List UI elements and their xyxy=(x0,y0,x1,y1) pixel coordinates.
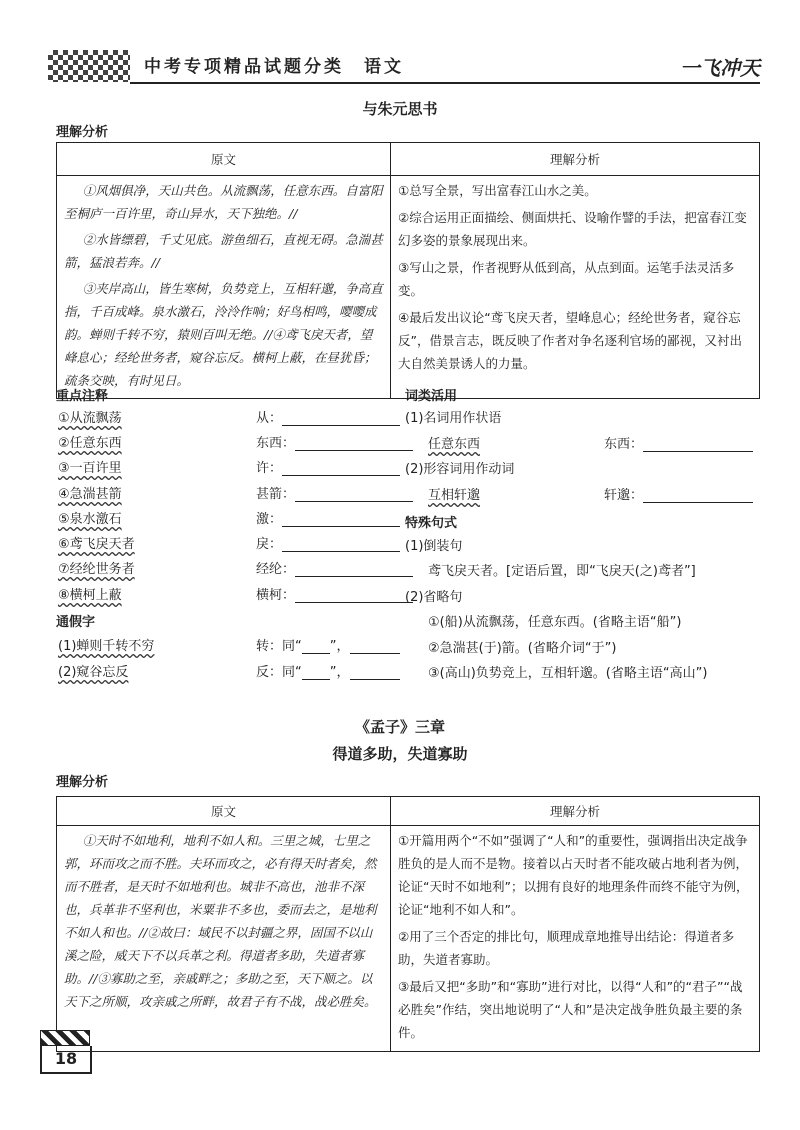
header-brand: 一飞冲天 xyxy=(680,56,760,80)
cilei-answer: 东西： xyxy=(604,434,753,456)
cilei-answer: 轩邈： xyxy=(604,485,753,507)
note-phrase: ③一百许里 xyxy=(58,461,122,476)
analysis-paragraph: ①开篇用两个“不如”强调了“人和”的重要性，强调指出决定战争胜负的是人而不是物。接着以占天时者不能攻破占地利者为例，论证“天时不如地利”；以拥有良好的地理条件而终不能守为例，论证“地利不如人和”。 xyxy=(398,833,749,917)
page-header xyxy=(48,44,760,86)
section1-label: 理解分析 xyxy=(56,125,109,140)
note-answer: 经纶： xyxy=(256,559,413,581)
section1-title: 与朱元思书 xyxy=(362,100,438,118)
page-number: 18 xyxy=(40,1046,92,1074)
answer-blank[interactable] xyxy=(302,665,330,680)
teshu-item: (2)省略句 xyxy=(405,590,463,605)
answer-blank[interactable] xyxy=(643,488,753,503)
col-original-header: 原文 xyxy=(57,143,391,176)
original-paragraph: ③夹岸高山，皆生寒树，负势竞上，互相轩邈，争高直指，千百成峰。泉水激石，泠泠作响；好鸟相鸣，嘤嘤成韵。蝉则千转不穷，猿则百叫无绝。//④鸢飞戾天者，望峰息心；经纶世务者，窥谷忘反。横柯上蔽，在昼犹昏；疏条交映，有时见日。 xyxy=(64,281,383,388)
col-analysis-header: 理解分析 xyxy=(391,143,760,176)
analysis-paragraph: ②用了三个否定的排比句，顺理成章地推导出结论：得道者多助，失道者寡助。 xyxy=(398,929,735,967)
original-paragraph: ②水皆缥碧，千丈见底。游鱼细石，直视无碍。急湍甚箭，猛浪若奔。// xyxy=(64,232,383,270)
tongjia-answer: 转：同“ ”， xyxy=(256,636,400,658)
original-paragraph: ①天时不如地利，地利不如人和。三里之城，七里之郭，环而攻之而不胜。夫环而攻之，必有得天时者矣，然而不胜者，是天时不如地利也。城非不高也，池非不深也，兵革非不坚利也，米粟非不多也，委而去之，是地利不如人和也。//②故曰：域民不以封疆之界，固国不以山溪之险，威天下不以兵革之利。得道者多助，失道者寡助。//③寡助之至，亲戚畔之；多助之至，天下顺之。以天下之所顺，攻亲戚之所畔，故君子有不战，战必胜矣。 xyxy=(64,833,377,1009)
note-phrase: ⑧横柯上蔽 xyxy=(58,588,122,603)
note-phrase: ⑥鸢飞戾天者 xyxy=(58,537,135,552)
cilei-example: 任意东西 xyxy=(428,437,481,452)
note-answer: 横柯： xyxy=(256,585,413,607)
original-paragraph: ①风烟俱净，天山共色。从流飘荡，任意东西。自富阳至桐庐一百许里，奇山异水，天下独绝。// xyxy=(64,183,383,221)
note-answer: 甚箭： xyxy=(256,484,413,506)
teshu-example: 鸢飞戾天者。[定语后置，即“飞戾天(之)鸢者”] xyxy=(428,564,696,579)
col-original-header: 原文 xyxy=(57,797,391,826)
tongjia-phrase: (1)蝉则千转不穷 xyxy=(58,639,155,654)
note-answer: 许： xyxy=(256,458,400,480)
note-phrase: ①从流飘荡 xyxy=(58,411,122,426)
teshu-title: 特殊句式 xyxy=(405,516,458,531)
note-answer: 戾： xyxy=(256,534,400,556)
answer-blank[interactable] xyxy=(282,461,400,476)
answer-blank[interactable] xyxy=(295,588,413,603)
note-phrase: ⑦经纶世务者 xyxy=(58,562,135,577)
page-number-badge xyxy=(40,1030,88,1076)
note-phrase: ⑤泉水激石 xyxy=(58,512,122,527)
col-analysis-header: 理解分析 xyxy=(391,797,760,826)
note-answer: 从： xyxy=(256,408,400,430)
teshu-example: ③(高山)负势竞上，互相轩邈。(省略主语“高山”) xyxy=(428,666,708,681)
original-text-cell xyxy=(57,176,391,399)
cilei-title: 词类活用 xyxy=(405,389,458,404)
teshu-example: ①(船)从流飘荡，任意东西。(省略主语“船”) xyxy=(428,615,682,630)
cilei-example: 互相轩邈 xyxy=(428,488,481,503)
badge-stripes xyxy=(40,1030,90,1046)
answer-blank[interactable] xyxy=(350,639,400,654)
analysis-paragraph: ③最后又把“多助”和“寡助”进行对比，以得“人和”的“君子”“战必胜矣”作结，突出地说明了“人和”是决定战争胜负最主要的条件。 xyxy=(398,979,743,1040)
original-text-cell xyxy=(57,826,391,1052)
notes-title: 重点注释 xyxy=(56,389,109,404)
header-title: 中考专项精品试题分类 语文 xyxy=(144,57,404,77)
analysis-paragraph: ②综合运用正面描绘、侧面烘托、设喻作譬的手法，把富春江变幻多姿的景象展现出来。 xyxy=(398,210,747,248)
analysis-text-cell xyxy=(391,176,760,399)
answer-blank[interactable] xyxy=(643,437,753,452)
section2-table xyxy=(56,796,760,1052)
section2-label: 理解分析 xyxy=(56,775,109,790)
tongjia-phrase: (2)窥谷忘反 xyxy=(58,665,129,680)
section2-subtitle: 得道多助，失道寡助 xyxy=(332,745,468,763)
note-phrase: ④急湍甚箭 xyxy=(58,487,122,502)
answer-blank[interactable] xyxy=(295,436,413,451)
checker-logo xyxy=(48,50,130,82)
cilei-item: (1)名词用作状语 xyxy=(405,411,502,426)
answer-blank[interactable] xyxy=(295,562,413,577)
analysis-paragraph: ①总写全景，写出富春江山水之美。 xyxy=(398,183,597,198)
analysis-paragraph: ③写山之景，作者视野从低到高，从点到面。运笔手法灵活多变。 xyxy=(398,260,735,298)
note-phrase: ②任意东西 xyxy=(58,436,122,451)
note-answer: 东西： xyxy=(256,433,413,455)
teshu-example: ②急湍甚(于)箭。(省略介词“于”) xyxy=(428,641,617,656)
note-answer: 激： xyxy=(256,509,400,531)
answer-blank[interactable] xyxy=(302,639,330,654)
header-rule xyxy=(130,82,760,84)
analysis-paragraph: ④最后发出议论“鸢飞戾天者，望峰息心；经纶世务者，窥谷忘反”，借景言志，既反映了作者对争名逐利官场的鄙视，又衬出大自然美景诱人的力量。 xyxy=(398,310,742,371)
cilei-item: (2)形容词用作动词 xyxy=(405,462,515,477)
section1-table xyxy=(56,142,760,399)
section2-title: 《孟子》三章 xyxy=(354,718,445,736)
tongjia-answer: 反：同“ ”， xyxy=(256,662,400,684)
answer-blank[interactable] xyxy=(282,537,400,552)
answer-blank[interactable] xyxy=(295,487,413,502)
answer-blank[interactable] xyxy=(350,665,400,680)
analysis-text-cell xyxy=(391,826,760,1052)
tongjia-title: 通假字 xyxy=(56,615,96,630)
answer-blank[interactable] xyxy=(282,411,400,426)
teshu-item: (1)倒装句 xyxy=(405,539,463,554)
answer-blank[interactable] xyxy=(282,512,400,527)
